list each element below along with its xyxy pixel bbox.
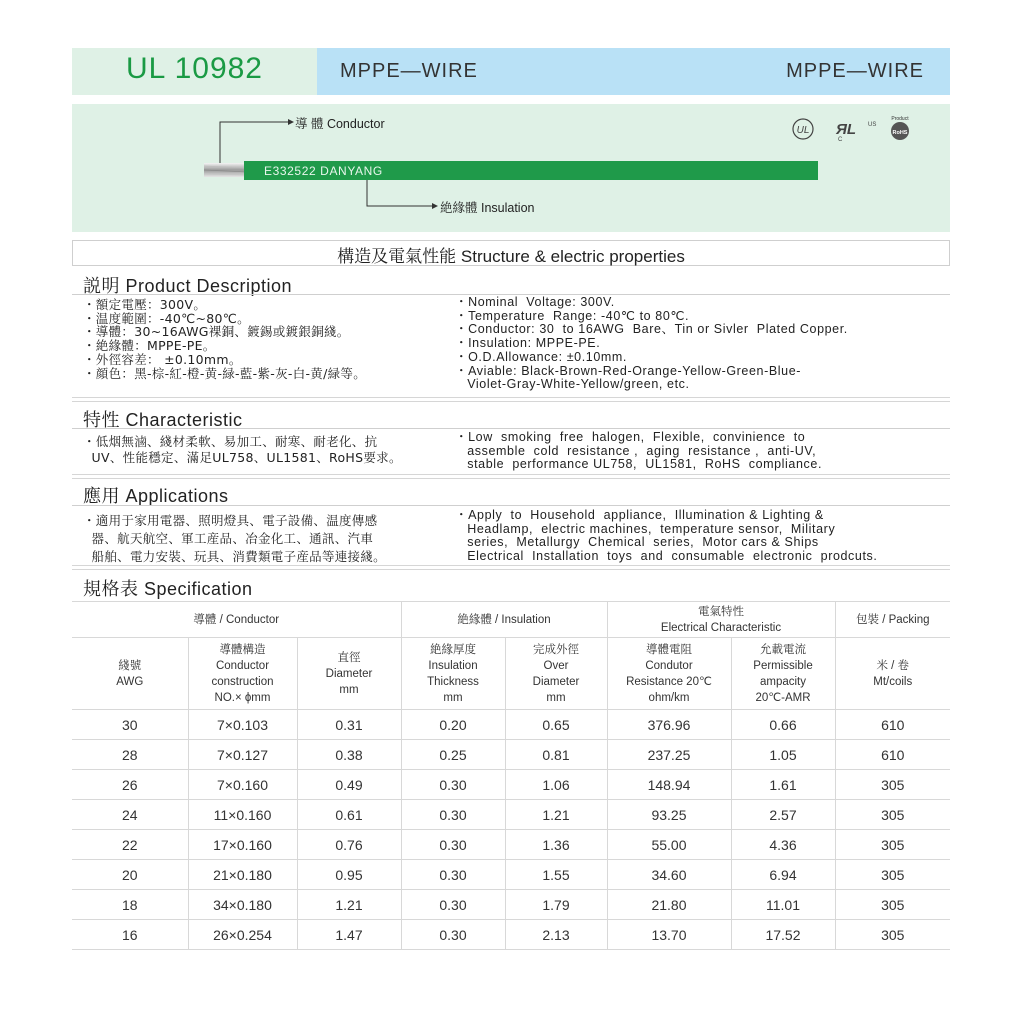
cell-conductor-construction: 34×0.180 (188, 890, 297, 920)
cell-insulation-thickness: 0.30 (401, 800, 505, 830)
column-header-line: 20℃-AMR (755, 691, 811, 704)
column-header-line: ohm/km (648, 691, 690, 704)
cell-conductor-construction: 21×0.180 (188, 860, 297, 890)
svg-text:US: US (868, 122, 877, 128)
cell-over-diameter: 0.81 (505, 740, 607, 770)
column-header-conductor-diameter (297, 638, 401, 710)
specification-rows (72, 710, 950, 950)
column-header-line: Insulation (428, 659, 478, 672)
cell-insulation-thickness: 0.30 (401, 830, 505, 860)
electrical-group-header (607, 602, 835, 638)
table-row (72, 770, 950, 800)
cell-insulation-thickness: 0.30 (401, 860, 505, 890)
header-subtitle-left: MPPE—WIRE (340, 60, 478, 82)
cell-insulation-thickness: 0.30 (401, 890, 505, 920)
divider (72, 428, 950, 429)
column-header-conductor-resistance (607, 638, 731, 710)
column-header-insulation-thickness (401, 638, 505, 710)
cell-conductor-resistance: 93.25 (607, 800, 731, 830)
svg-text:UL: UL (796, 125, 810, 136)
electrical-header-cn: 電氣特性 (698, 605, 744, 618)
column-header-line: 直徑 (337, 651, 361, 664)
cell-packing-mt-coils: 305 (835, 860, 950, 890)
insulation-label: 絶緣體 Insulation (440, 201, 535, 215)
column-header-line: Condutor (645, 659, 693, 672)
cell-conductor-construction: 7×0.103 (188, 710, 297, 740)
column-header-line: Mt/coils (873, 675, 913, 688)
column-header-line: 絶緣厚度 (430, 643, 476, 656)
description-cn: ・額定電壓：300V。 ・温度範圍：-40℃~80℃。 ・導體：30~16AWG裸銅、鍍錫或鍍銀銅綫。 ・絶緣體：MPPE-PE。 ・外徑容差： ±0.10mm。 ・顔色：黑-棕-紅-橙-黄-緑-藍-紫-灰-白-黄/緑等。 (83, 297, 367, 381)
cell-insulation-thickness: 0.30 (401, 920, 505, 950)
applications-heading: 應用 Applications (83, 486, 229, 506)
applications-cn: ・適用于家用電器、照明燈具、電子設備、温度傳感 器、航天航空、軍工産品、冶金化工、通訊、汽車 船舶、電力安裝、玩具、消費類電子産品等連接綫。 (83, 513, 386, 564)
column-header-line: mm (443, 691, 463, 704)
product-rohs-icon (891, 116, 909, 140)
description-heading: 説明 Product Description (83, 276, 293, 296)
cell-packing-mt-coils: 305 (835, 800, 950, 830)
header-subtitle-right: MPPE—WIRE (786, 60, 924, 82)
wire-print-text: E332522 DANYANG (264, 164, 383, 178)
model-title: UL 10982 (126, 52, 263, 85)
cell-over-diameter: 0.65 (505, 710, 607, 740)
cell-conductor-construction: 11×0.160 (188, 800, 297, 830)
cell-conductor-diameter: 1.21 (297, 890, 401, 920)
divider (72, 565, 950, 570)
cell-over-diameter: 1.79 (505, 890, 607, 920)
cell-insulation-thickness: 0.20 (401, 710, 505, 740)
cell-awg: 22 (72, 830, 188, 860)
cell-permissible-ampacity: 4.36 (731, 830, 835, 860)
ul-icon (793, 119, 813, 139)
cell-permissible-ampacity: 1.05 (731, 740, 835, 770)
cell-conductor-construction: 7×0.127 (188, 740, 297, 770)
table-row (72, 710, 950, 740)
column-header-over-diameter (505, 638, 607, 710)
column-header-line: Resistance 20℃ (626, 675, 712, 688)
column-header-conductor-construction (188, 638, 297, 710)
column-header-line: Diameter (532, 675, 580, 688)
table-row (72, 800, 950, 830)
column-header-line: 導體電阻 (646, 643, 692, 656)
cell-conductor-resistance: 376.96 (607, 710, 731, 740)
electrical-header-en: Electrical Characteristic (660, 621, 782, 634)
svg-text:Product: Product (891, 116, 909, 122)
cell-packing-mt-coils: 610 (835, 710, 950, 740)
insulation-group-header: 絶緣體 / Insulation (401, 602, 607, 638)
cell-permissible-ampacity: 17.52 (731, 920, 835, 950)
column-header-awg (72, 638, 188, 710)
divider (72, 397, 950, 402)
specification-table (72, 601, 950, 950)
insulation-leader-line (367, 180, 432, 206)
cell-conductor-diameter: 0.95 (297, 860, 401, 890)
divider (72, 474, 950, 479)
column-header-line: 允載電流 (760, 643, 806, 656)
cell-conductor-diameter: 0.76 (297, 830, 401, 860)
cell-conductor-construction: 26×0.254 (188, 920, 297, 950)
table-row (72, 890, 950, 920)
divider (72, 505, 950, 506)
column-header-line: mm (546, 691, 566, 704)
characteristic-en: ・Low smoking free halogen, Flexible, convinience to assemble cold resistance , aging resistance , anti-UV, stable performance UL758, UL1581, RoHS compliance. (455, 430, 823, 472)
cell-conductor-resistance: 237.25 (607, 740, 731, 770)
cell-awg: 26 (72, 770, 188, 800)
column-header-line: Conductor (215, 659, 270, 672)
cell-awg: 24 (72, 800, 188, 830)
cell-packing-mt-coils: 305 (835, 890, 950, 920)
svg-text:C: C (838, 137, 843, 143)
column-header-line: ampacity (759, 675, 807, 688)
cell-conductor-diameter: 0.49 (297, 770, 401, 800)
table-row (72, 740, 950, 770)
cell-awg: 28 (72, 740, 188, 770)
table-row (72, 860, 950, 890)
cell-packing-mt-coils: 305 (835, 830, 950, 860)
column-header-line: construction (211, 675, 274, 688)
column-header-line: 米 / 卷 (876, 659, 910, 672)
cell-conductor-resistance: 13.70 (607, 920, 731, 950)
specification-heading: 規格表 Specification (83, 579, 253, 599)
column-header-line: NO.× ϕmm (214, 691, 271, 704)
column-header-permissible-ampacity (731, 638, 835, 710)
cell-permissible-ampacity: 11.01 (731, 890, 835, 920)
cell-conductor-diameter: 0.61 (297, 800, 401, 830)
column-header-line: mm (339, 683, 359, 696)
table-row (72, 920, 950, 950)
column-header-line: 導體構造 (219, 643, 266, 656)
cell-packing-mt-coils: 610 (835, 740, 950, 770)
cell-awg: 20 (72, 860, 188, 890)
cell-insulation-thickness: 0.30 (401, 770, 505, 800)
column-header-line: AWG (116, 675, 144, 688)
column-header-line: Over (543, 659, 569, 672)
cell-conductor-construction: 17×0.160 (188, 830, 297, 860)
cell-insulation-thickness: 0.25 (401, 740, 505, 770)
cell-permissible-ampacity: 6.94 (731, 860, 835, 890)
cell-permissible-ampacity: 0.66 (731, 710, 835, 740)
column-header-row (72, 638, 950, 710)
packing-group-header: 包裝 / Packing (835, 602, 950, 638)
cell-conductor-resistance: 148.94 (607, 770, 731, 800)
column-header-line: 完成外徑 (533, 643, 579, 656)
conductor-leader-line (220, 122, 288, 163)
conductor-label: 導 體 Conductor (295, 117, 385, 131)
cell-awg: 16 (72, 920, 188, 950)
cell-conductor-resistance: 55.00 (607, 830, 731, 860)
cell-over-diameter: 1.06 (505, 770, 607, 800)
cell-conductor-diameter: 0.38 (297, 740, 401, 770)
cell-over-diameter: 2.13 (505, 920, 607, 950)
structure-title: 構造及電氣性能 Structure & electric properties (337, 247, 685, 266)
cell-packing-mt-coils: 305 (835, 920, 950, 950)
description-en: ・Nominal Voltage: 300V. ・Temperature Range: -40℃ to 80℃. ・Conductor: 30 to 16AWG Bare、Tin or Sivler Plated Copper. ・Insulation: MPPE-PE. ・O.D.Allowance: ±0.10mm. ・Aviable: Black-Brown-Red-Orange-Yellow-Green-Blue- Violet-Gray-White-Yellow/green, etc. (455, 295, 848, 392)
cul-us-icon (835, 121, 876, 143)
cell-conductor-resistance: 21.80 (607, 890, 731, 920)
column-header-line: Permissible (753, 659, 813, 672)
cell-over-diameter: 1.55 (505, 860, 607, 890)
cell-conductor-diameter: 0.31 (297, 710, 401, 740)
cell-conductor-diameter: 1.47 (297, 920, 401, 950)
bare-conductor (204, 163, 248, 177)
svg-text:RoHS: RoHS (892, 130, 908, 136)
cell-permissible-ampacity: 1.61 (731, 770, 835, 800)
column-header-line: 綫號 (118, 659, 142, 672)
cell-packing-mt-coils: 305 (835, 770, 950, 800)
column-header-line: Thickness (427, 675, 479, 688)
conductor-group-header: 導體 / Conductor (72, 602, 401, 638)
column-header-packing-mt-coils (835, 638, 950, 710)
svg-text:ЯL: ЯL (835, 121, 857, 138)
cell-over-diameter: 1.21 (505, 800, 607, 830)
cell-awg: 18 (72, 890, 188, 920)
cell-over-diameter: 1.36 (505, 830, 607, 860)
cell-permissible-ampacity: 2.57 (731, 800, 835, 830)
characteristic-cn: ・低烟無滷、綫材柔軟、易加工、耐寒、耐老化、抗 UV、性能穩定、滿足UL758、UL1581、RoHS要求。 (83, 434, 402, 465)
cell-conductor-construction: 7×0.160 (188, 770, 297, 800)
column-header-line: Diameter (325, 667, 373, 680)
cell-conductor-resistance: 34.60 (607, 860, 731, 890)
table-row (72, 830, 950, 860)
cell-awg: 30 (72, 710, 188, 740)
characteristic-heading: 特性 Characteristic (83, 410, 243, 430)
applications-en: ・Apply to Household appliance, Illumination & Lighting & Headlamp, electric machines, temperature sensor, Military series, Metallurgy Chemical series, Motor cars & Ships Electrical Installation toys and consumable electronic prodcuts. (455, 508, 878, 564)
